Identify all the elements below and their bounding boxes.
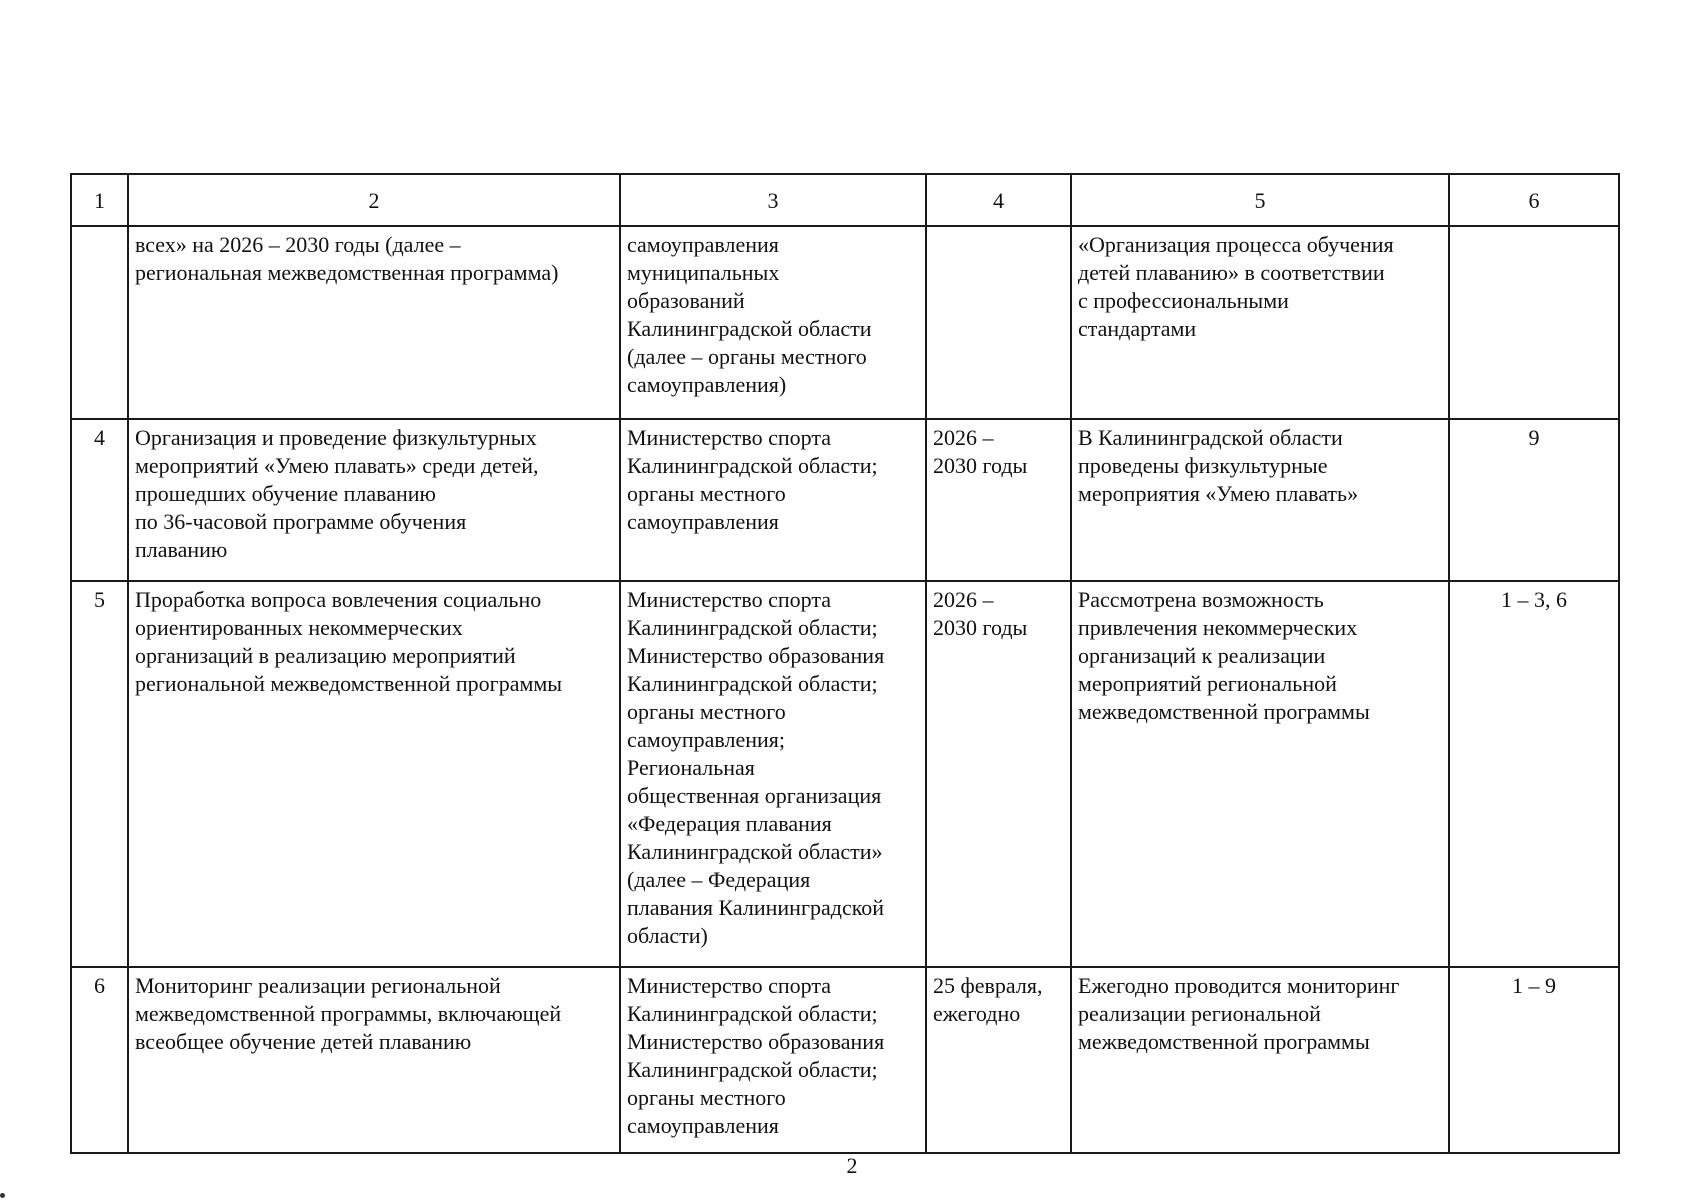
executors-cell: самоуправления муниципальных образований Калининградской области (далее – органы местного самоуправления) (620, 226, 926, 419)
column-header-6: 6 (1449, 174, 1619, 226)
table-header-row (71, 174, 1619, 226)
page-number: 2 (846, 1153, 858, 1178)
row-number (71, 226, 128, 419)
result-cell: Ежегодно проводится мониторинг реализации региональной межведомственной программы (1071, 967, 1449, 1153)
result-cell: В Калининградской области проведены физкультурные мероприятия «Умею плавать» (1071, 419, 1449, 581)
row-number: 4 (71, 419, 128, 581)
event-cell: всех» на 2026 – 2030 годы (далее – региональная межведомственная программа) (128, 226, 620, 419)
period-cell: 2026 – 2030 годы (926, 581, 1071, 967)
scan-edge-mark (0, 1193, 5, 1198)
table-row (71, 226, 1619, 419)
indicators-cell: 9 (1449, 419, 1619, 581)
executors-cell: Министерство спорта Калининградской области; органы местного самоуправления (620, 419, 926, 581)
table-row (71, 581, 1619, 967)
table-row (71, 967, 1619, 1153)
result-cell: «Организация процесса обучения детей плаванию» в соответствии с профессиональными стандартами (1071, 226, 1449, 419)
indicators-cell (1449, 226, 1619, 419)
indicators-cell: 1 – 3, 6 (1449, 581, 1619, 967)
result-cell: Рассмотрена возможность привлечения некоммерческих организаций к реализации мероприятий региональной межведомственной программы (1071, 581, 1449, 967)
period-cell (926, 226, 1071, 419)
column-header-3: 3 (620, 174, 926, 226)
event-cell: Организация и проведение физкультурных мероприятий «Умею плавать» среди детей, прошедших обучение плаванию по 36-часовой программе обучения плаванию (128, 419, 620, 581)
event-cell: Проработка вопроса вовлечения социально ориентированных некоммерческих организаций в реализацию мероприятий региональной межведомственной программы (128, 581, 620, 967)
event-cell: Мониторинг реализации региональной межведомственной программы, включающей всеобщее обучение детей плаванию (128, 967, 620, 1153)
executors-cell: Министерство спорта Калининградской области; Министерство образования Калининградской области; органы местного самоуправления; Региональная общественная организация «Федерация плавания Калининградской области» (далее – Федерация плавания Калининградской области) (620, 581, 926, 967)
indicators-cell: 1 – 9 (1449, 967, 1619, 1153)
column-header-4: 4 (926, 174, 1071, 226)
column-header-1: 1 (71, 174, 128, 226)
period-cell: 25 февраля, ежегодно (926, 967, 1071, 1153)
column-header-5: 5 (1071, 174, 1449, 226)
row-number: 5 (71, 581, 128, 967)
table-row (71, 419, 1619, 581)
executors-cell: Министерство спорта Калининградской области; Министерство образования Калининградской области; органы местного самоуправления (620, 967, 926, 1153)
activities-table (70, 173, 1620, 1154)
period-cell: 2026 – 2030 годы (926, 419, 1071, 581)
row-number: 6 (71, 967, 128, 1153)
column-header-2: 2 (128, 174, 620, 226)
